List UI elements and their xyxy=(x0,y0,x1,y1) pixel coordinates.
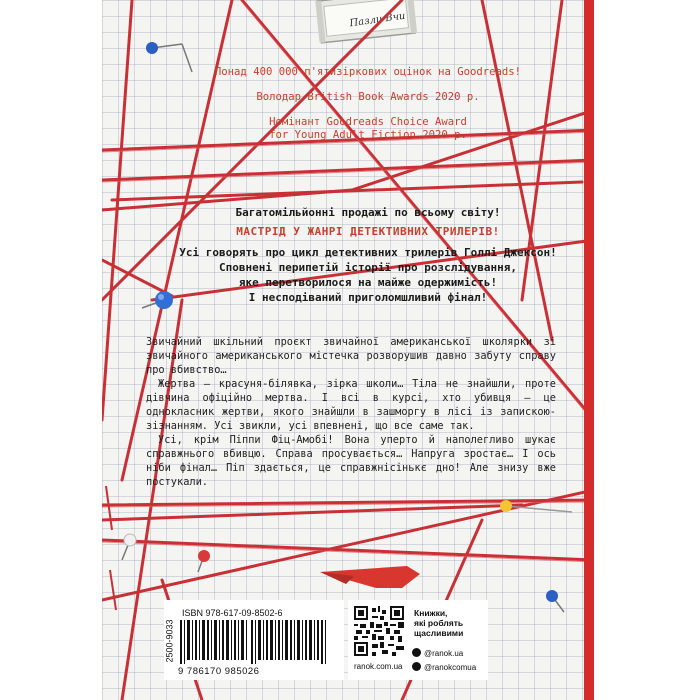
award-line-goodreads: Понад 400 000 п'ятизіркових оцінок на Goodreads! xyxy=(214,66,522,78)
description-block xyxy=(146,335,556,489)
isbn-text: ISBN 978-617-09-8502-6 xyxy=(182,608,283,618)
publisher-slogan: Книжки, які роблять щасливими xyxy=(414,608,464,638)
pin-red-left xyxy=(198,550,210,572)
social-handle: @ranok.ua xyxy=(424,649,464,658)
tape-label xyxy=(312,0,422,50)
social-handle: @ranokcomua xyxy=(424,663,477,672)
book-back-cover xyxy=(102,0,594,700)
description-paragraph: Звичайний шкільний проєкт звичайної американської школярки зі звичайного американського містечка розворушив давно забуту справу про вбивство… xyxy=(146,336,556,376)
qr-code-icon[interactable] xyxy=(354,606,404,656)
red-clip xyxy=(320,566,420,588)
social-link-facebook[interactable] xyxy=(412,648,463,658)
instagram-icon xyxy=(412,662,421,671)
publisher-site-link[interactable]: ranok.com.ua xyxy=(354,662,403,671)
sales-line-6: І несподіваний приголомшливий фінал! xyxy=(248,291,488,304)
sales-line-3: Усі говорять про цикл детективних трилерів Голлі Джексон! xyxy=(179,246,557,259)
award-line-british-book: Володар British Book Awards 2020 р. xyxy=(256,91,480,103)
sales-line-1: Багатомільйонні продажі по всьому світу! xyxy=(235,206,501,219)
facebook-icon xyxy=(412,648,421,657)
sales-line-5: яке перетворилося на майже одержимість! xyxy=(238,276,498,289)
awards-block xyxy=(142,66,594,154)
barcode-side-number: 2500-9033 xyxy=(164,619,175,663)
pin-yellow xyxy=(500,500,572,512)
award-line-category: for Young Adult Fiction 2020 р. xyxy=(269,129,467,141)
award-line-nominee: Номінант Goodreads Choice Award xyxy=(269,116,467,128)
barcode-number: 9 786170 985026 xyxy=(178,666,260,677)
barcode-panel xyxy=(164,600,344,680)
pin-white xyxy=(122,534,136,560)
tape-label-text: Пазли Вчи xyxy=(348,10,407,30)
barcode-icon xyxy=(180,620,330,664)
sales-block xyxy=(142,205,594,305)
description-paragraph: Жертва — красуня-білявка, зірка школи… Тіла не знайшли, проте дівчина офіційно мертва. І всі в курсі, хто убивця — це однокласник жертви, якого знайшли в зашморгу в лісі із запискою-зізнанням. Усі звикли, усі впевнені, що все саме так. xyxy=(146,378,556,432)
sales-line-4: Сповнені перипетій історії про розслідування, xyxy=(218,261,517,274)
sales-line-must-read: МАСТРІД У ЖАНРІ ДЕТЕКТИВНИХ ТРИЛЕРІВ! xyxy=(236,225,500,238)
pin-blue-bottom xyxy=(546,590,564,612)
social-link-instagram[interactable] xyxy=(412,662,476,672)
publisher-panel xyxy=(348,600,488,680)
description-paragraph: Усі, крім Піппи Фіц-Амобі! Вона уперто й наполегливо шукає справжнього вбивцю. Справа просувається… Напруга зростає… І ось ніби фінал… Піп здається, це справжнісінькє дно! Але знизу вже постукали. xyxy=(146,434,556,488)
